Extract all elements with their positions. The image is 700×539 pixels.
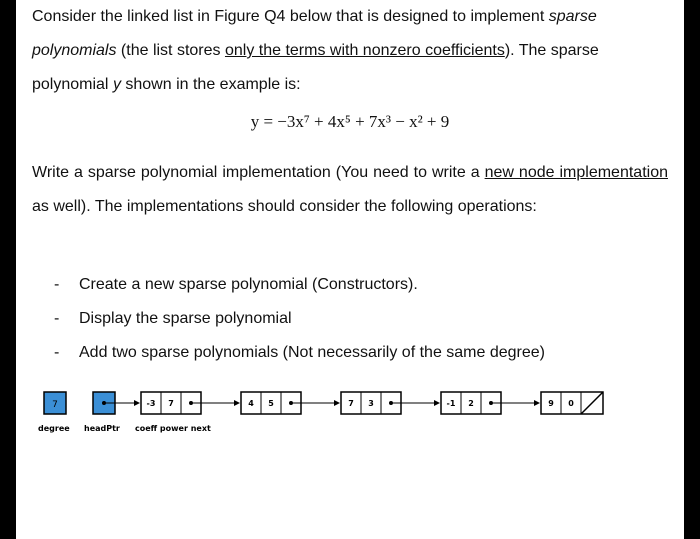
node-coeff: -3 xyxy=(146,399,156,408)
node-power: 5 xyxy=(268,399,274,408)
intro-y: y xyxy=(112,76,121,93)
polynomial-equation: y = −3x⁷ + 4x⁵ + 7x³ − x² + 9 xyxy=(250,112,450,131)
degree-value: 7 xyxy=(52,400,58,410)
operations-list xyxy=(54,268,545,370)
document-page xyxy=(16,0,684,539)
intro-sparse-polynomials: sparse polynomials xyxy=(32,8,597,59)
operation-item xyxy=(54,268,545,302)
intro-text-1: Consider the linked list in Figure Q4 below that is designed to implement xyxy=(32,8,549,25)
operation-text: Display the sparse polynomial xyxy=(79,310,292,327)
task-text-1: Write a sparse polynomial implementation (You need to write a xyxy=(32,164,485,181)
operation-item xyxy=(54,336,545,370)
node-power: 3 xyxy=(368,399,374,408)
operation-text: Add two sparse polynomials (Not necessarily of the same degree) xyxy=(79,344,545,361)
operation-text: Create a new sparse polynomial (Constructors). xyxy=(79,276,418,293)
operation-item xyxy=(54,302,545,336)
task-new-node-implementation: new node implementation xyxy=(484,164,668,181)
linked-list-diagram xyxy=(38,388,658,438)
task-text-2: as well). The implementations should consider the following operations: xyxy=(32,198,537,215)
bullet-dash: - xyxy=(54,276,60,293)
node-power: 7 xyxy=(168,399,174,408)
bullet-dash: - xyxy=(54,310,60,327)
label-coeff-power-next: coeff power next xyxy=(135,424,211,433)
headptr-dot xyxy=(102,401,106,405)
bullet-dash: - xyxy=(54,344,60,361)
node-coeff: 9 xyxy=(548,399,554,408)
intro-text-2: (the list stores xyxy=(116,42,225,59)
label-degree: degree xyxy=(38,424,70,433)
node-coeff: -1 xyxy=(446,399,456,408)
intro-nonzero-terms: only the terms with nonzero coefficients xyxy=(224,42,505,59)
intro-text-4: shown in the example is: xyxy=(120,76,301,93)
node-coeff: 4 xyxy=(248,399,254,408)
node-power: 0 xyxy=(568,399,574,408)
task-paragraph xyxy=(32,156,668,224)
node-power: 2 xyxy=(468,399,474,408)
label-headptr: headPtr xyxy=(84,424,120,433)
intro-paragraph xyxy=(32,0,668,102)
intro-text-3: ). The sparse polynomial xyxy=(32,42,599,93)
node-coeff: 7 xyxy=(348,399,354,408)
